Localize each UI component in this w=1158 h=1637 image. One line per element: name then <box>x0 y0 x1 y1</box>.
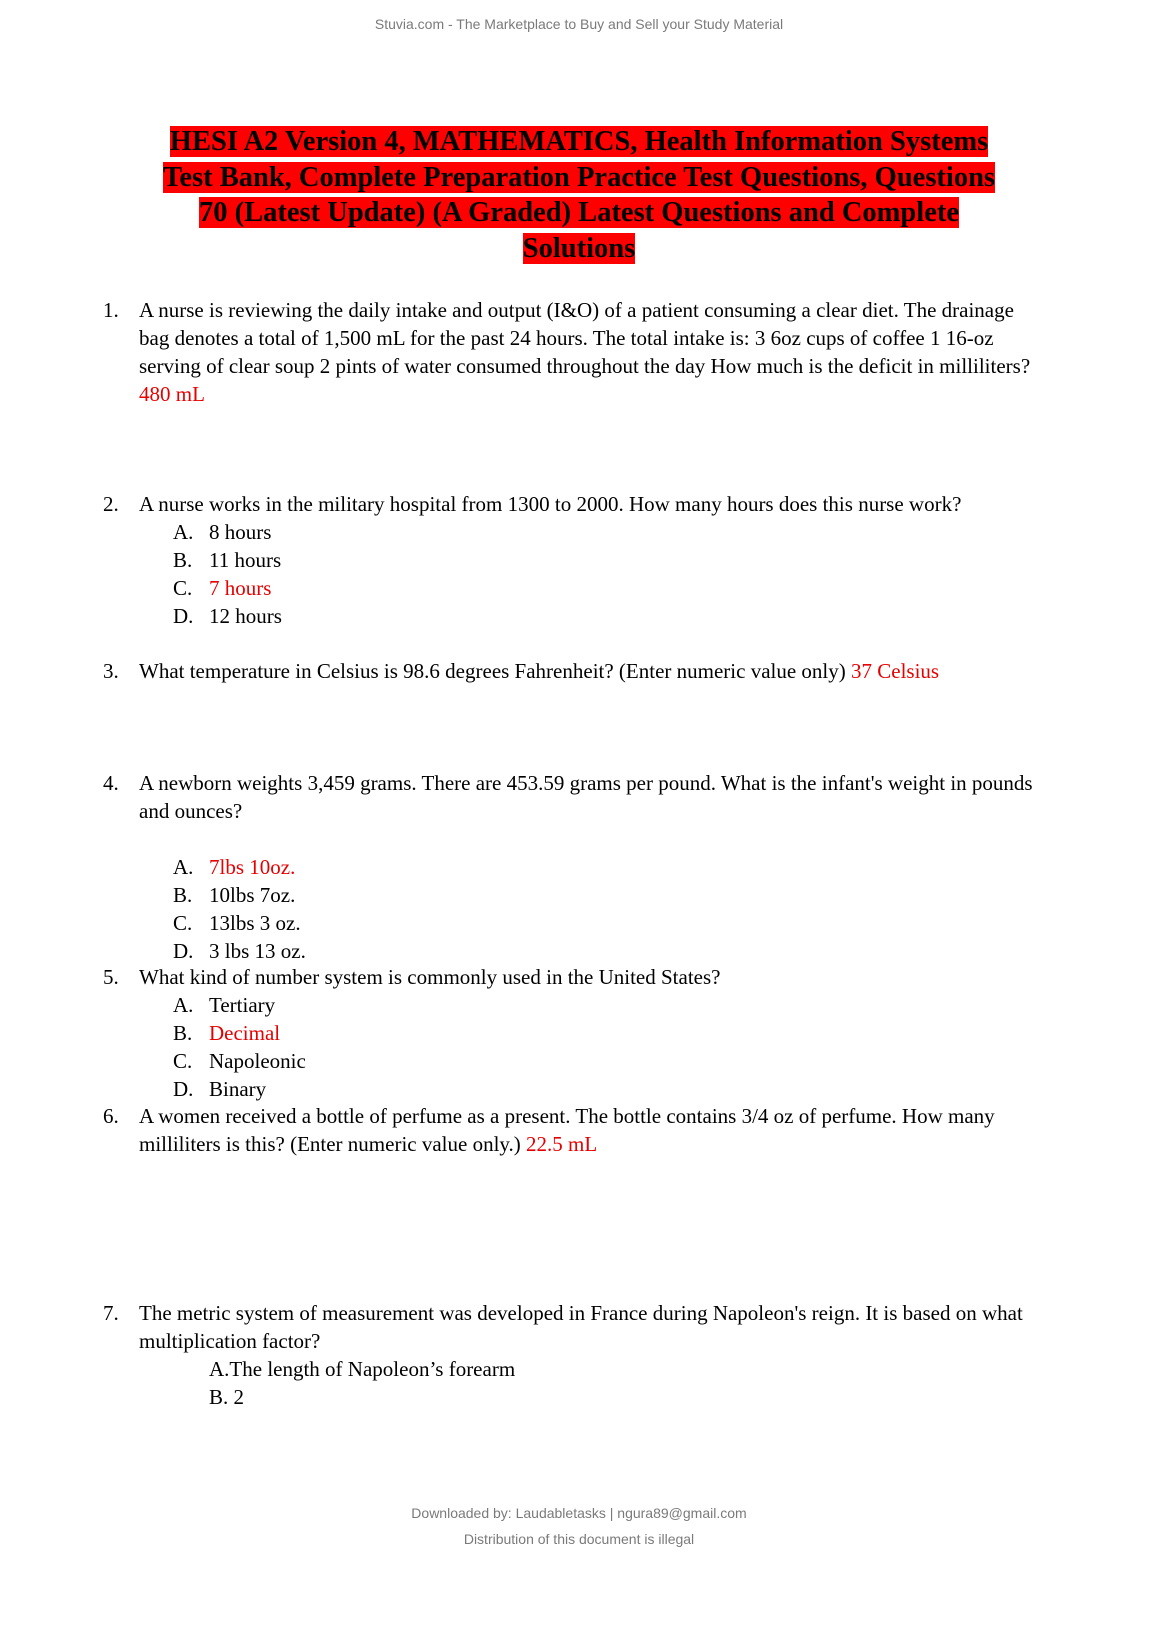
question-text: A women received a bottle of perfume as a present. The bottle contains 3/4 oz of perfume. How many milliliters is this? (Enter numeric value only.) 22.5 mL <box>139 1104 995 1156</box>
options-list <box>139 1355 1049 1411</box>
question-number: 2. <box>103 492 119 516</box>
option: D. 12 hours <box>173 604 282 628</box>
question-text: What kind of number system is commonly used in the United States? <box>139 965 721 989</box>
question-text: What temperature in Celsius is 98.6 degrees Fahrenheit? (Enter numeric value only) 37 Celsius <box>139 659 940 683</box>
title-line: HESI A2 Version 4, MATHEMATICS, Health Information Systems <box>169 126 989 157</box>
question-number: 1. <box>103 298 119 322</box>
option-correct: C. 7 hours <box>173 576 272 600</box>
question-number: 3. <box>103 659 119 683</box>
question-text: The metric system of measurement was developed in France during Napoleon's reign. It is based on what multiplication factor? <box>139 1301 1023 1353</box>
option: A.The length of Napoleon’s forearm <box>209 1357 516 1381</box>
option: A. Tertiary <box>173 993 276 1017</box>
option: D. 3 lbs 13 oz. <box>173 939 306 963</box>
answer: 480 mL <box>139 382 205 406</box>
title-line: Solutions <box>522 232 636 264</box>
answer: 37 Celsius <box>851 659 940 683</box>
option-correct: A. 7lbs 10oz. <box>173 855 296 879</box>
options-list <box>139 518 1049 630</box>
option: D. Binary <box>173 1077 267 1101</box>
question-number: 7. <box>103 1301 119 1325</box>
title-line: Test Bank, Complete Preparation Practice Test Questions, Questions <box>162 161 996 193</box>
answer: 22.5 mL <box>526 1132 598 1156</box>
options-list <box>139 991 1049 1103</box>
option: A. 8 hours <box>173 520 272 544</box>
option: C. 13lbs 3 oz. <box>173 911 301 935</box>
question-text: A newborn weights 3,459 grams. There are 453.59 grams per pound. What is the infant's weight in pounds and ounces? <box>139 771 1033 823</box>
title-line: 70 (Latest Update) (A Graded) Latest Questions and Complete <box>199 197 959 228</box>
option: C. Napoleonic <box>173 1049 306 1073</box>
download-info: Downloaded by: Laudabletasks | ngura89@gmail.com <box>411 1505 747 1521</box>
site-header: Stuvia.com - The Marketplace to Buy and Sell your Study Material <box>374 16 784 32</box>
option: B. 10lbs 7oz. <box>173 883 296 907</box>
option: B. 11 hours <box>173 548 282 572</box>
options-list <box>139 853 1049 965</box>
question-number: 6. <box>103 1104 119 1128</box>
question-text: A nurse works in the military hospital from 1300 to 2000. How many hours does this nurse work? <box>139 492 962 516</box>
question-number: 5. <box>103 965 119 989</box>
option: B. 2 <box>209 1385 245 1409</box>
distribution-notice: Distribution of this document is illegal <box>463 1531 695 1547</box>
document-title <box>120 124 1038 266</box>
option-correct: B. Decimal <box>173 1021 281 1045</box>
question-text: A nurse is reviewing the daily intake and output (I&O) of a patient consuming a clear diet. The drainage bag denotes a total of 1,500 mL for the past 24 hours. The total intake is: 3 6oz cups of coffee 1 16-oz serving of clear soup 2 pints of water consumed throughout the day How much is the deficit in milliliters? 480 mL <box>139 298 1031 406</box>
question-number: 4. <box>103 771 119 795</box>
